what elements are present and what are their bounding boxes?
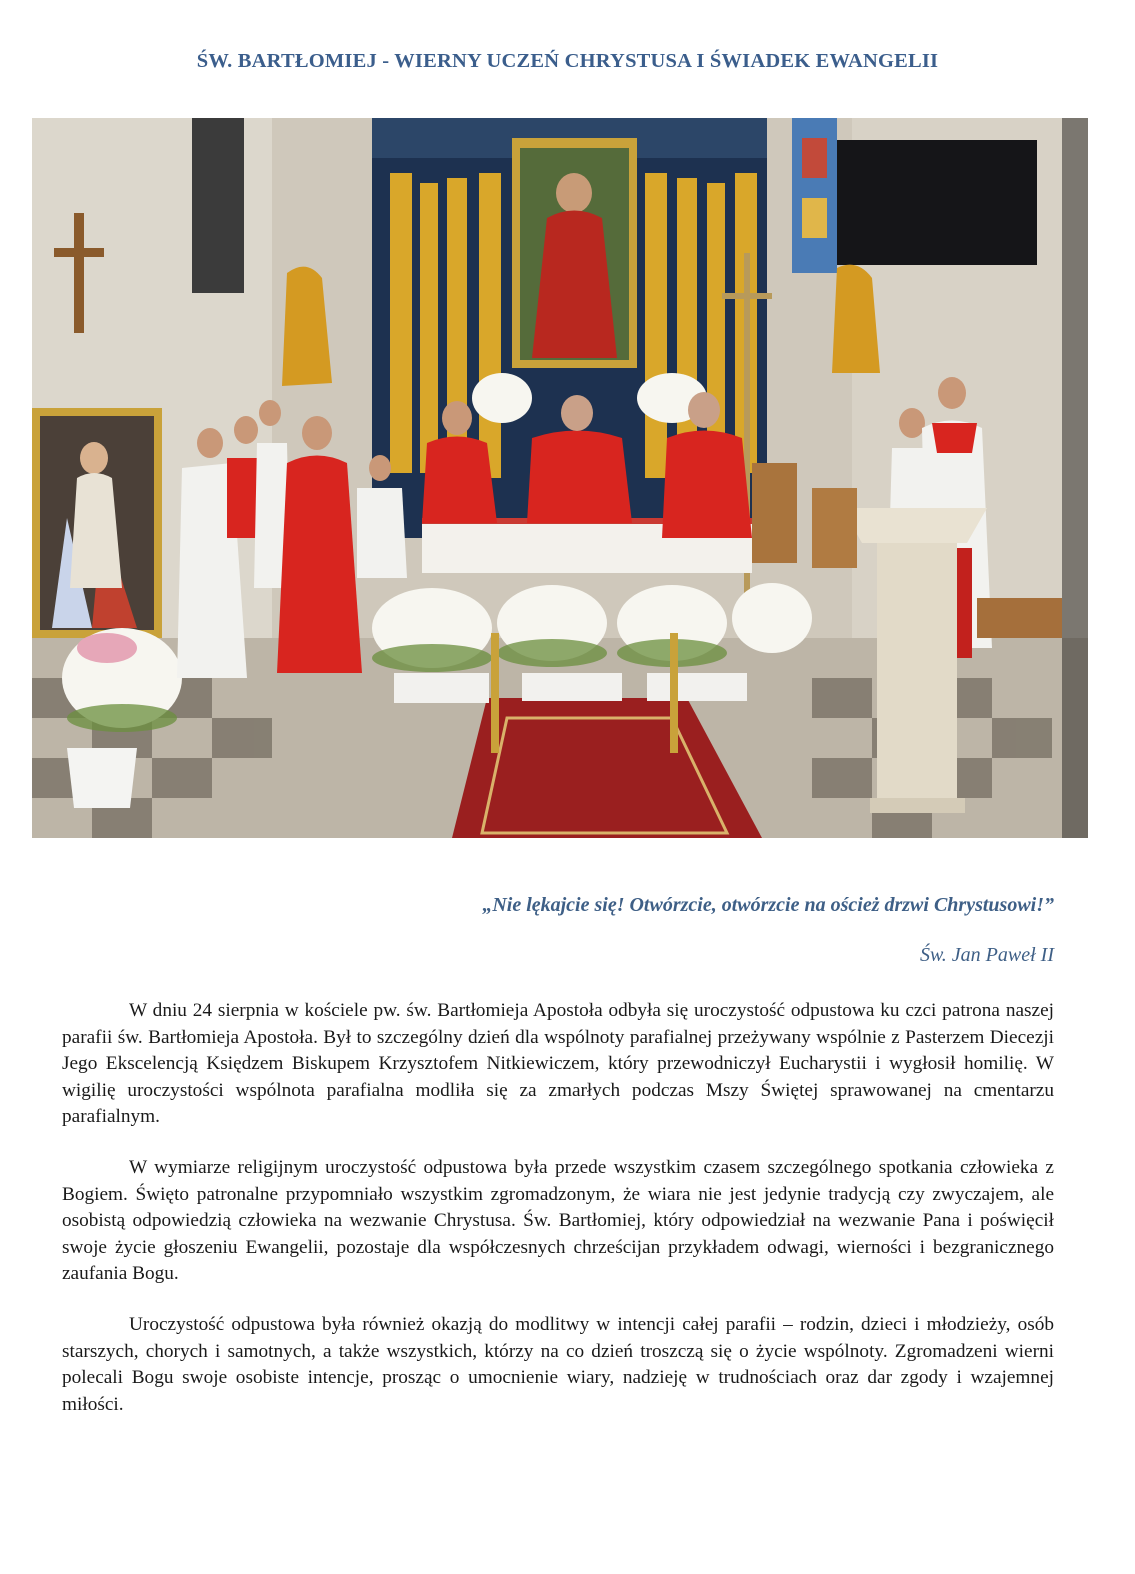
church-altar-photo — [32, 118, 1088, 838]
quote-author: Św. Jan Paweł II — [919, 944, 1054, 966]
page-title: ŚW. BARTŁOMIEJ - WIERNY UCZEŃ CHRYSTUSA I ŚWIADEK EWANGELII — [196, 50, 939, 72]
paragraph-2: W wymiarze religijnym uroczystość odpustowa była przede wszystkim czasem szczególnego spotkania człowieka z Bogiem. Święto patronalne przypomniało wszystkim zgromadzonym, że wiara nie jest jedynie tradycją czy zwyczajem, ale osobistą odpowiedzią człowieka na wezwanie Chrystusa. Św. Bartłomiej, który odpowiedział na wezwanie Pana i poświęcił swoje życie głoszeniu Ewangelii, pozostaje dla współczesnych chrześcijan przykładem odwagi, wierności i bezgranicznego zaufania Bogu. — [62, 1157, 1054, 1284]
quote-text: „Nie lękajcie się! Otwórzcie, otwórzcie na oścież drzwi Chrystusowi!” — [482, 894, 1054, 916]
paragraph-1: W dniu 24 sierpnia w kościele pw. św. Bartłomieja Apostoła odbyła się uroczystość odpustowa ku czci patrona naszej parafii św. Bartłomieja Apostoła. Był to szczególny dzień dla wspólnoty parafialnej przeżywany wspólnie z Pasterzem Diecezji Jego Ekscelencją Księdzem Biskupem Krzysztofem Nitkiewiczem, który przewodniczył Eucharystii i wygłosił homilię. W wigilię uroczystości wspólnota parafialna modliła się za zmarłych podczas Mszy Świętej sprawowanej na cmentarzu parafialnym. — [62, 1000, 1054, 1127]
paragraph-3: Uroczystość odpustowa była również okazją do modlitwy w intencji całej parafii – rodzin, dzieci i młodzieży, osób starszych, chorych i samotnych, a także wszystkich, którzy na co dzień troszczą się o życie wspólnoty. Zgromadzeni wierni polecali Bogu swoje osobiste intencje, prosząc o umocnienie wiary, nadzieję w trudnościach oraz dar zgody i wzajemnej miłości. — [62, 1314, 1054, 1415]
